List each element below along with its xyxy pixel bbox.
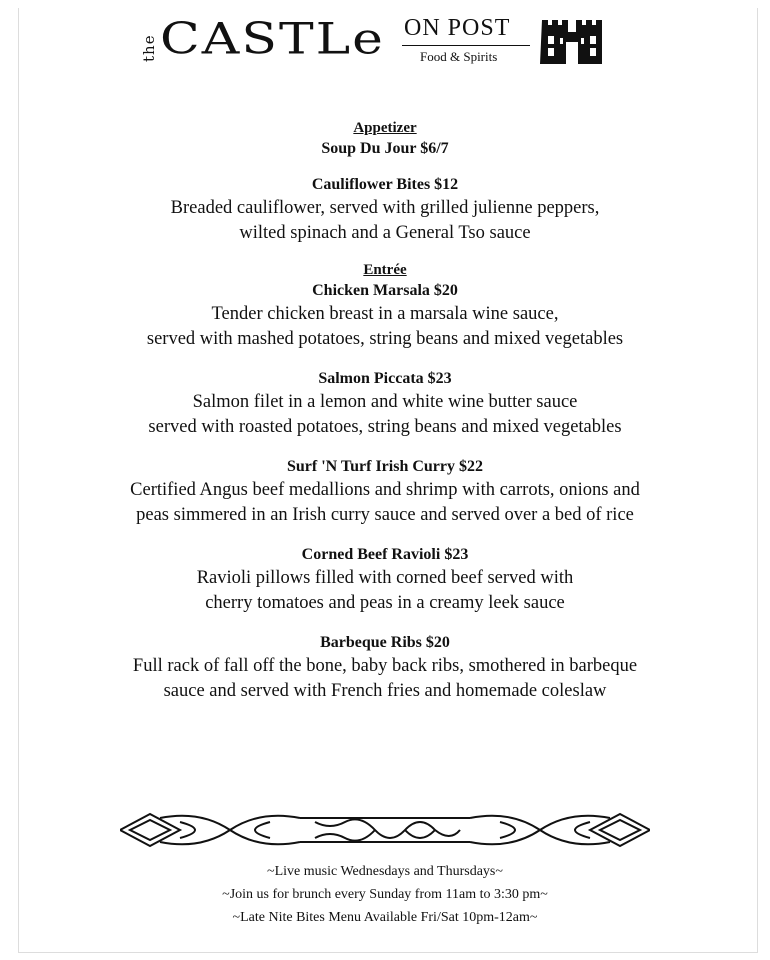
marsala-title: Chicken Marsala $20 xyxy=(312,282,458,299)
logo-subtitle: Food & Spirits xyxy=(420,49,498,64)
salmon-desc-1: Salmon filet in a lemon and white wine butter sauce xyxy=(192,392,578,412)
cauliflower-desc-2: wilted spinach and a General Tso sauce xyxy=(239,223,531,243)
curry-desc-2: peas simmered in an Irish curry sauce and served over a bed of rice xyxy=(136,505,634,525)
soup-item: Soup Du Jour $6/7 xyxy=(321,140,449,157)
logo-rule xyxy=(402,45,530,46)
cauliflower-desc-1: Breaded cauliflower, served with grilled julienne peppers, xyxy=(170,198,600,218)
restaurant-logo xyxy=(140,12,620,72)
ribs-title: Barbeque Ribs $20 xyxy=(320,634,450,651)
ravioli-desc-2: cherry tomatoes and peas in a creamy leek sauce xyxy=(205,593,565,613)
footer-brunch: ~Join us for brunch every Sunday from 11am to 3:30 pm~ xyxy=(222,887,548,902)
logo-the-text: the xyxy=(140,34,158,62)
entree-heading: Entrée xyxy=(363,262,407,278)
curry-desc-1: Certified Angus beef medallions and shrimp with carrots, onions and xyxy=(130,480,640,500)
curry-title: Surf 'N Turf Irish Curry $22 xyxy=(286,458,484,475)
ravioli-desc-1: Ravioli pillows filled with corned beef served with xyxy=(196,568,574,588)
appetizer-heading: Appetizer xyxy=(353,120,417,136)
logo-castle-text: CASTLe xyxy=(160,14,385,64)
ribs-desc-1: Full rack of fall off the bone, baby back ribs, smothered in barbeque xyxy=(132,656,638,676)
menu-content xyxy=(0,118,770,704)
marsala-desc-1: Tender chicken breast in a marsala wine sauce, xyxy=(211,304,559,324)
footer-notes xyxy=(0,860,770,929)
logo-on-post-text: ON POST xyxy=(404,15,511,41)
footer-live-music: ~Live music Wednesdays and Thursdays~ xyxy=(267,864,503,879)
ravioli-title: Corned Beef Ravioli $23 xyxy=(301,546,469,563)
celtic-knot-divider xyxy=(120,808,650,852)
salmon-desc-2: served with roasted potatoes, string beans and mixed vegetables xyxy=(148,417,622,437)
castle-tower-icon xyxy=(540,16,604,66)
marsala-desc-2: served with mashed potatoes, string beans and mixed vegetables xyxy=(146,329,624,349)
footer-late-nite: ~Late Nite Bites Menu Available Fri/Sat 10pm-12am~ xyxy=(232,910,538,925)
ribs-desc-2: sauce and served with French fries and homemade coleslaw xyxy=(163,681,607,701)
salmon-title: Salmon Piccata $23 xyxy=(318,370,452,387)
cauliflower-title: Cauliflower Bites $12 xyxy=(311,176,459,193)
